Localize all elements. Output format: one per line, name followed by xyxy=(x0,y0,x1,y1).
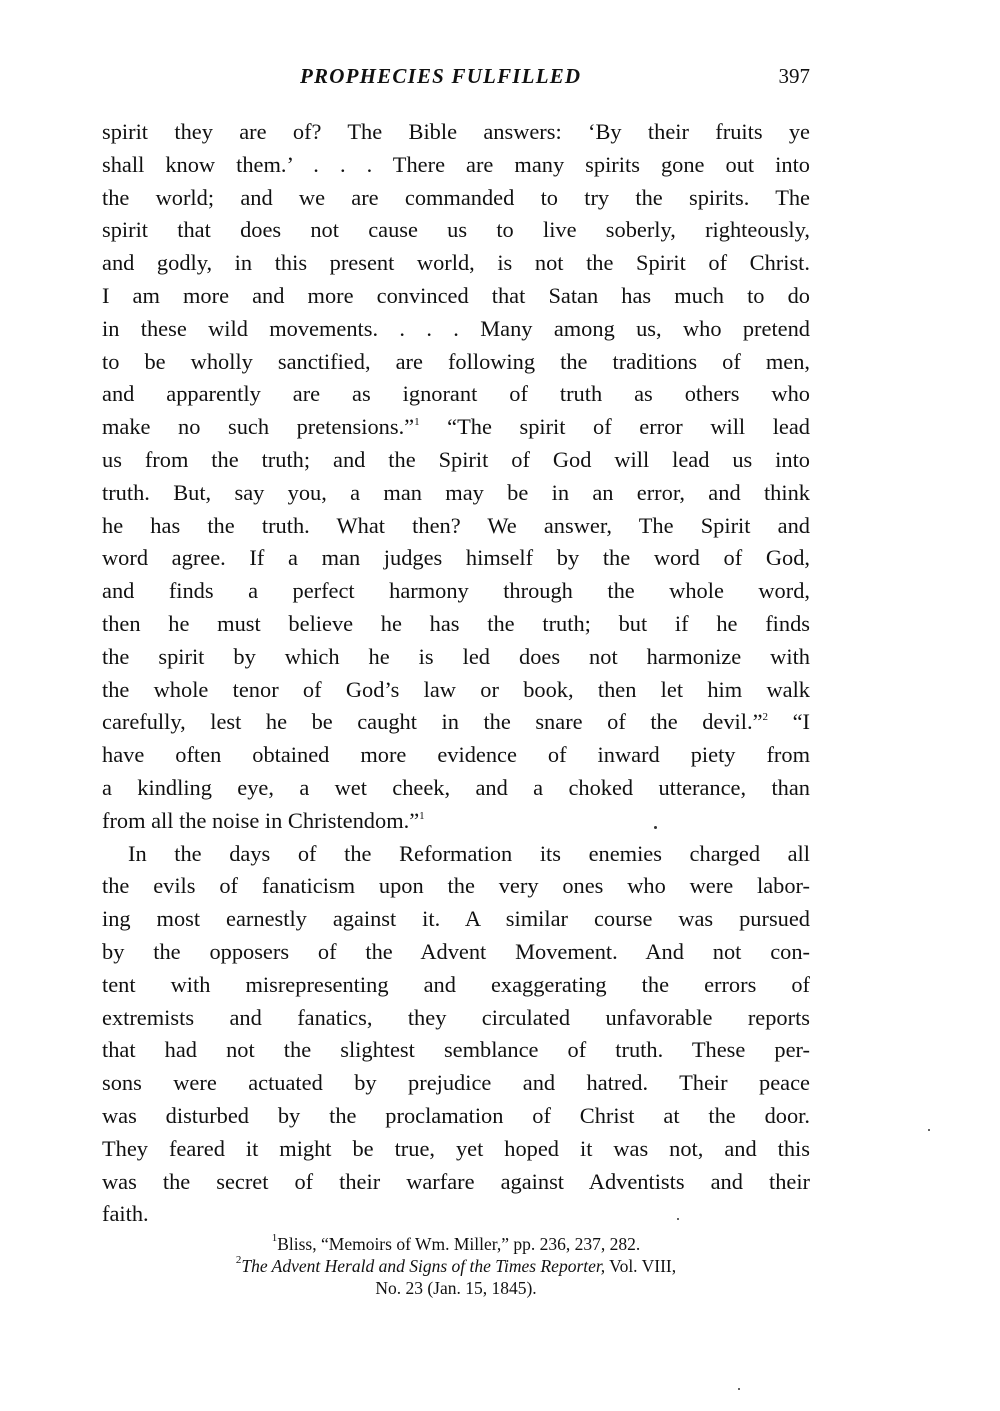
text-line: us from the truth; and the Spirit of God will lead us into xyxy=(102,446,810,472)
footnote-2 xyxy=(102,1255,810,1277)
text-line: spirit that does not cause us to live soberly, righteously, xyxy=(102,217,810,243)
text-line: the spirit by which he is led does not harmonize with xyxy=(102,643,810,669)
text-line: sons were actuated by prejudice and hatred. Their peace xyxy=(102,1070,810,1096)
text-line: shall know them.’ . . . There are many spirits gone out into xyxy=(102,151,810,177)
text-line: and godly, in this present world, is not the Spirit of Christ. xyxy=(102,250,810,276)
footnote-title: The Advent Herald and Signs of the Times Reporter, xyxy=(241,1256,606,1276)
text-line: by the opposers of the Advent Movement. And not con- xyxy=(102,938,810,964)
footnote-2-continuation: No. 23 (Jan. 15, 1845). xyxy=(375,1278,537,1298)
text-line: extremists and fanatics, they circulated unfavorable reports xyxy=(102,1004,810,1030)
text-line: have often obtained more evidence of inward piety from xyxy=(102,742,810,768)
text-line xyxy=(102,411,810,444)
text-segment: carefully, lest he be caught in the snare of the devil.” xyxy=(102,709,763,735)
text-line xyxy=(102,805,810,838)
text-line: the evils of fanaticism upon the very ones who were labor- xyxy=(102,873,810,899)
text-line: a kindling eye, a wet cheek, and a choked utterance, than xyxy=(102,774,810,800)
footnote-mark: 1 xyxy=(271,1232,278,1244)
paragraph-2 xyxy=(102,838,810,1232)
print-speck xyxy=(654,826,657,829)
running-head xyxy=(102,64,810,96)
running-title: PROPHECIES FULFILLED xyxy=(300,64,582,88)
text-line: he has the truth. What then? We answer, The Spirit and xyxy=(102,512,810,538)
footnote-text: Vol. VIII, xyxy=(605,1256,677,1276)
print-speck xyxy=(738,1388,740,1390)
text-line: ing most earnestly against it. A similar course was pursued xyxy=(102,906,810,932)
text-line xyxy=(102,706,810,739)
footnote-1 xyxy=(102,1233,810,1255)
text-line: truth. But, say you, a man may be in an error, and think xyxy=(102,479,810,505)
text-line: then he must believe he has the truth; but if he finds xyxy=(102,610,810,636)
text-line: the world; and we are commanded to try the spirits. The xyxy=(102,184,810,210)
text-line: faith. xyxy=(102,1201,149,1227)
page-number: 397 xyxy=(778,64,810,88)
paragraph-1 xyxy=(102,116,810,838)
footnote-mark: 2 xyxy=(235,1254,242,1266)
text-line: and finds a perfect harmony through the whole word, xyxy=(102,578,810,604)
footnote-text: Bliss, “Memoirs of Wm. Miller,” pp. 236, 237, 282. xyxy=(277,1234,641,1254)
print-speck xyxy=(677,1218,679,1220)
text-line: was disturbed by the proclamation of Christ at the door. xyxy=(102,1102,810,1128)
text-line: I am more and more convinced that Satan has much to do xyxy=(102,282,810,308)
text-segment: make no such pretensions.” xyxy=(102,414,415,440)
text-segment: “I xyxy=(792,709,810,735)
text-line: They feared it might be true, yet hoped it was not, and this xyxy=(102,1135,810,1161)
text-segment: “The spirit of error will lead xyxy=(447,414,810,440)
text-line: to be wholly sanctified, are following the traditions of men, xyxy=(102,348,810,374)
text-line: in these wild movements. . . . Many among us, who pretend xyxy=(102,315,810,341)
text-line: tent with misrepresenting and exaggerating the errors of xyxy=(102,971,810,997)
text-line: the whole tenor of God’s law or book, then let him walk xyxy=(102,676,810,702)
text-line: In the days of the Reformation its enemies charged all xyxy=(128,840,810,866)
body-text xyxy=(102,116,810,1231)
text-line: was the secret of their warfare against Adventists and their xyxy=(102,1168,810,1194)
text-line: word agree. If a man judges himself by the word of God, xyxy=(102,545,810,571)
print-speck xyxy=(928,1129,930,1131)
footnotes xyxy=(102,1233,810,1299)
text-line: and apparently are as ignorant of truth as others who xyxy=(102,381,810,407)
footnote-ref: 1 xyxy=(419,809,425,822)
footnote-ref: 2 xyxy=(762,711,769,724)
text-segment: from all the noise in Christendom.” xyxy=(102,807,420,833)
text-line: spirit they are of? The Bible answers: ‘By their fruits ye xyxy=(102,119,810,144)
footnote-ref: 1 xyxy=(414,416,420,429)
text-line: that had not the slightest semblance of truth. These per- xyxy=(102,1037,810,1063)
